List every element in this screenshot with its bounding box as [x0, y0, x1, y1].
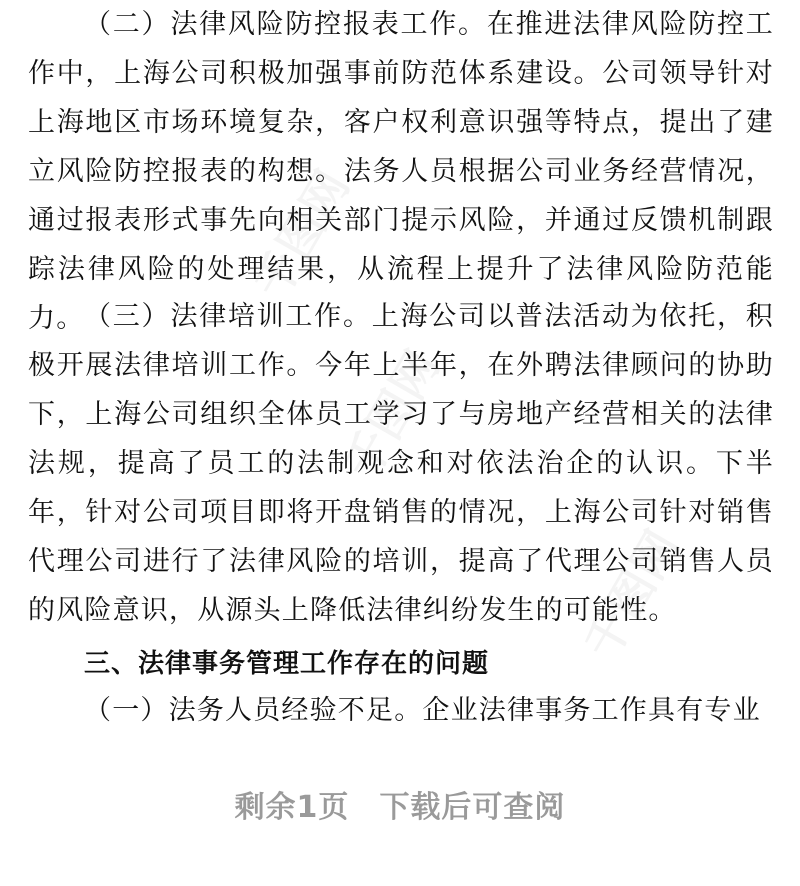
- body-paragraph: （三）法律培训工作。上海公司以普法活动为依托，积极开展法律培训工作。今年上半年，在外聘法律顾问的协助下，上海公司组织全体员工学习了与房地产经营相关的法律法规，提高了员工的法制观念和对依法治企的认识。下半年，针对公司项目即将开盘销售的情况，上海公司针对销售代理公司进行了法律风险的培训，提高了代理公司销售人员的风险意识，从源头上降低法律纠纷发生的可能性。: [28, 301, 774, 626]
- watermark-logo: 千图网: [333, 341, 450, 488]
- body-paragraph: （二）法律风险防控报表工作。在推进法律风险防控工作中，上海公司积极加强事前防范体系建设。公司领导针对上海地区市场环境复杂，客户权利意识强等特点，提出了建立风险防控报表的构想。法务人员根据公司业务经营情况，通过报表形式事先向相关部门提示风险，并通过反馈机制跟踪法律风险的处理结果，从流程上提升了法律风险防范能力。: [28, 9, 774, 334]
- download-notice[interactable]: [0, 782, 800, 826]
- body-paragraph: （一）法务人员经验不足。企业法律事务工作具有专业: [84, 695, 761, 726]
- download-prompt-label: 下载后可查阅: [379, 790, 566, 825]
- watermark-logo: 千图网: [573, 521, 690, 668]
- section-heading: 三、法律事务管理工作存在的问题: [84, 649, 490, 679]
- remaining-pages-label: 剩余1页: [234, 790, 350, 825]
- watermark-logo: 千图网: [243, 161, 360, 308]
